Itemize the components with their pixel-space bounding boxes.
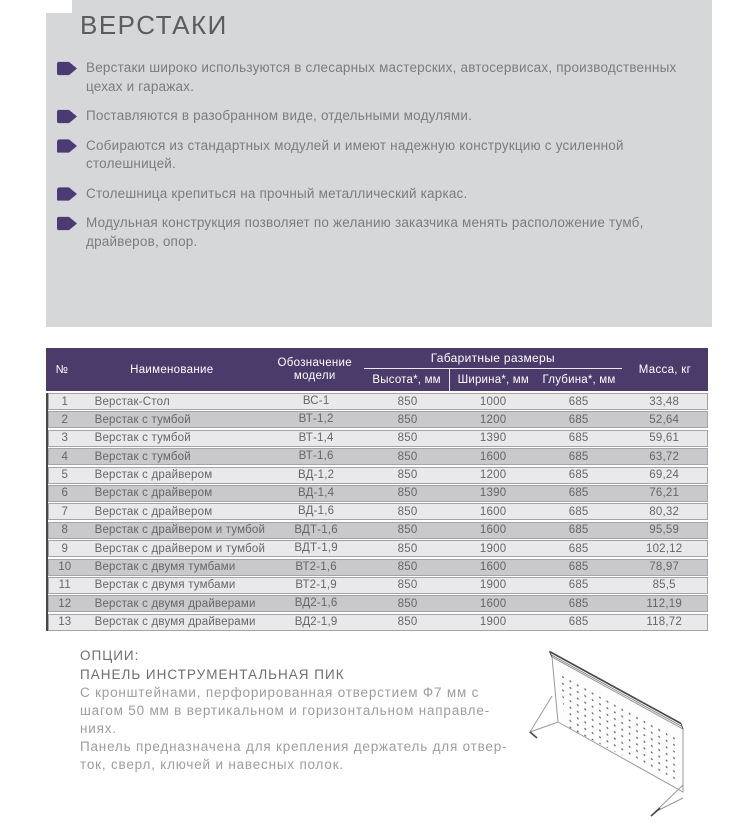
options-section xyxy=(80,646,550,774)
row-number-cell: 12 xyxy=(58,597,72,610)
width-cell: 1600 xyxy=(479,524,507,537)
options-text-line: Панель предназначена для крепления держатель для отвер- xyxy=(80,739,508,754)
depth-cell: 685 xyxy=(568,432,589,445)
row-number-cell: 6 xyxy=(61,487,69,500)
name-cell: Верстак с двумя драйверами xyxy=(94,597,256,610)
bullet-text: Поставляются в разобранном виде, отдельными модулями. xyxy=(86,108,473,123)
col-header-height: Высота*, мм xyxy=(372,374,441,386)
row-number-cell: 13 xyxy=(58,616,72,629)
name-cell: Верстак с драйвером xyxy=(94,505,213,518)
bullet-text: Столешница крепиться на прочный металлический каркас. xyxy=(86,185,468,201)
col-header-name: Наименование xyxy=(130,363,214,376)
table-row xyxy=(48,522,708,539)
table-row xyxy=(48,485,708,502)
depth-cell: 685 xyxy=(568,616,589,629)
height-cell: 850 xyxy=(397,413,418,426)
name-cell: Верстак с драйвером xyxy=(94,487,213,500)
model-cell: ВТ-1,6 xyxy=(298,450,334,463)
model-cell: ВТ2-1,9 xyxy=(295,578,337,591)
model-cell: ВТ2-1,6 xyxy=(295,560,337,573)
width-cell: 1600 xyxy=(479,597,507,610)
mass-cell: 95,59 xyxy=(649,524,680,537)
table-row xyxy=(48,448,708,465)
name-cell: Верстак с двумя драйверами xyxy=(94,616,256,629)
depth-cell: 685 xyxy=(568,505,589,518)
mass-cell: 85,5 xyxy=(652,579,676,592)
row-number-cell: 4 xyxy=(61,450,69,463)
name-cell: Верстак с тумбой xyxy=(94,413,191,426)
height-cell: 850 xyxy=(397,487,418,500)
row-number-cell: 10 xyxy=(58,561,72,574)
row-number-cell: 3 xyxy=(61,432,69,445)
depth-cell: 685 xyxy=(568,597,589,610)
row-number-cell: 2 xyxy=(61,413,69,426)
depth-cell: 685 xyxy=(568,579,589,592)
hero-section xyxy=(46,0,712,327)
model-cell: ВД-1,4 xyxy=(298,486,335,499)
row-number-cell: 11 xyxy=(58,579,71,592)
list-item xyxy=(57,59,692,96)
row-number-cell: 9 xyxy=(61,542,69,555)
mass-cell: 59,61 xyxy=(649,432,680,445)
height-cell: 850 xyxy=(397,524,418,537)
options-text-line: ток, сверл, ключей и навесных полок. xyxy=(80,757,344,772)
name-cell: Верстак с тумбой xyxy=(94,450,191,463)
height-cell: 850 xyxy=(397,505,418,518)
mass-cell: 112,19 xyxy=(646,597,682,610)
list-item xyxy=(57,107,692,126)
row-number-cell: 8 xyxy=(61,524,69,537)
col-group-dimensions xyxy=(364,348,622,391)
mass-cell: 33,48 xyxy=(649,395,680,408)
col-header-depth: Глубина*, мм xyxy=(542,374,616,386)
model-cell: ВДТ-1,9 xyxy=(294,542,338,555)
depth-cell: 685 xyxy=(568,524,589,537)
tag-arrow-icon xyxy=(57,216,77,231)
row-number-cell: 5 xyxy=(61,469,69,482)
depth-cell: 685 xyxy=(568,542,589,555)
depth-cell: 685 xyxy=(568,413,589,426)
col-header-mass: Масса, кг xyxy=(638,363,692,376)
model-cell: ВД2-1,6 xyxy=(294,597,338,610)
bullet-text: Модульная конструкция позволяет по желанию заказчика менять расположение тумб, драйверов, опор. xyxy=(86,215,644,249)
name-cell: Верстак-Стол xyxy=(94,395,170,408)
page-title: ВЕРСТАКИ xyxy=(80,10,228,40)
mass-cell: 76,21 xyxy=(649,487,680,500)
depth-cell: 685 xyxy=(568,395,589,408)
width-cell: 1390 xyxy=(479,487,507,500)
width-cell: 1600 xyxy=(479,561,507,574)
table-row xyxy=(48,430,708,447)
options-subtitle: ПАНЕЛЬ ИНСТРУМЕНТАЛЬНАЯ ПИК xyxy=(80,667,345,682)
height-cell: 850 xyxy=(397,432,418,445)
table-row xyxy=(48,393,708,410)
height-cell: 850 xyxy=(397,395,418,408)
model-cell: ВДТ-1,6 xyxy=(294,523,338,536)
list-item xyxy=(57,185,692,204)
height-cell: 850 xyxy=(397,469,418,482)
model-cell: ВД2-1,9 xyxy=(294,615,338,628)
row-number-cell: 1 xyxy=(61,395,69,408)
col-group-subheaders xyxy=(364,369,622,391)
list-item xyxy=(57,214,692,251)
mass-cell: 63,72 xyxy=(649,450,680,463)
options-text-line: С кронштейнами, перфорированная отверстием Ф7 мм с xyxy=(80,685,480,700)
depth-cell: 685 xyxy=(568,469,589,482)
height-cell: 850 xyxy=(397,450,418,463)
col-group-title: Габаритные размеры xyxy=(364,348,622,369)
perforated-panel-drawing xyxy=(524,634,734,826)
table-row xyxy=(48,595,708,612)
width-cell: 1900 xyxy=(479,542,507,555)
bullet-text: Собираются из стандартных модулей и имеют надежную конструкцию с усиленной столешницей. xyxy=(86,137,624,171)
mass-cell: 52,64 xyxy=(649,413,680,426)
model-cell: ВД-1,6 xyxy=(298,505,335,518)
name-cell: Верстак с драйвером и тумбой xyxy=(94,524,266,537)
name-cell: Верстак с двумя тумбами xyxy=(94,561,236,574)
table-row xyxy=(48,467,708,484)
feature-list xyxy=(46,59,712,251)
width-cell: 1600 xyxy=(479,505,507,518)
model-cell: ВТ-1,2 xyxy=(298,413,334,426)
model-cell: ВТ-1,4 xyxy=(298,431,334,444)
table-row xyxy=(48,411,708,428)
width-cell: 1600 xyxy=(479,450,507,463)
mass-cell: 78,97 xyxy=(649,561,680,574)
depth-cell: 685 xyxy=(568,487,589,500)
options-text-line: ниях. xyxy=(80,721,117,736)
table-row xyxy=(48,559,708,576)
spec-table xyxy=(46,348,708,632)
model-cell: ВД-1,2 xyxy=(298,468,335,481)
col-header-width: Ширина*, мм xyxy=(449,369,536,391)
table-body xyxy=(46,393,708,631)
width-cell: 1200 xyxy=(479,413,507,426)
row-number-cell: 7 xyxy=(61,505,69,518)
tag-arrow-icon xyxy=(57,61,77,76)
table-row xyxy=(48,540,708,557)
height-cell: 850 xyxy=(397,616,418,629)
model-cell: ВС-1 xyxy=(302,395,330,407)
options-title: ОПЦИИ: xyxy=(80,648,140,663)
options-text-line: шагом 50 мм в вертикальном и горизонтальном направле- xyxy=(80,703,490,718)
hero-corner-notch xyxy=(46,0,72,13)
name-cell: Верстак с драйвером xyxy=(94,469,213,482)
name-cell: Верстак с драйвером и тумбой xyxy=(94,542,266,555)
mass-cell: 102,12 xyxy=(645,542,683,555)
name-cell: Верстак с двумя тумбами xyxy=(94,579,236,592)
mass-cell: 69,24 xyxy=(649,469,680,482)
name-cell: Верстак с тумбой xyxy=(94,432,191,445)
col-header-model: Обозначение модели xyxy=(277,356,352,382)
table-header xyxy=(46,348,708,391)
tag-arrow-icon xyxy=(57,109,77,124)
tag-arrow-icon xyxy=(57,139,77,154)
list-item xyxy=(57,137,692,174)
height-cell: 850 xyxy=(397,561,418,574)
table-row xyxy=(48,577,708,594)
height-cell: 850 xyxy=(397,579,418,592)
depth-cell: 685 xyxy=(568,450,589,463)
table-row xyxy=(48,614,708,631)
width-cell: 1000 xyxy=(479,395,507,408)
width-cell: 1390 xyxy=(479,432,507,445)
height-cell: 850 xyxy=(397,597,418,610)
width-cell: 1900 xyxy=(479,579,507,592)
bullet-text: Верстаки широко используются в слесарных мастерских, автосервисах, производственных цехах и гаражах. xyxy=(86,60,677,94)
col-header-num: № xyxy=(55,363,69,376)
mass-cell: 80,32 xyxy=(649,505,680,518)
depth-cell: 685 xyxy=(568,561,589,574)
width-cell: 1200 xyxy=(479,469,507,482)
table-row xyxy=(48,503,708,520)
height-cell: 850 xyxy=(397,542,418,555)
mass-cell: 118,72 xyxy=(646,616,682,629)
tag-arrow-icon xyxy=(57,187,77,202)
width-cell: 1900 xyxy=(479,616,507,629)
